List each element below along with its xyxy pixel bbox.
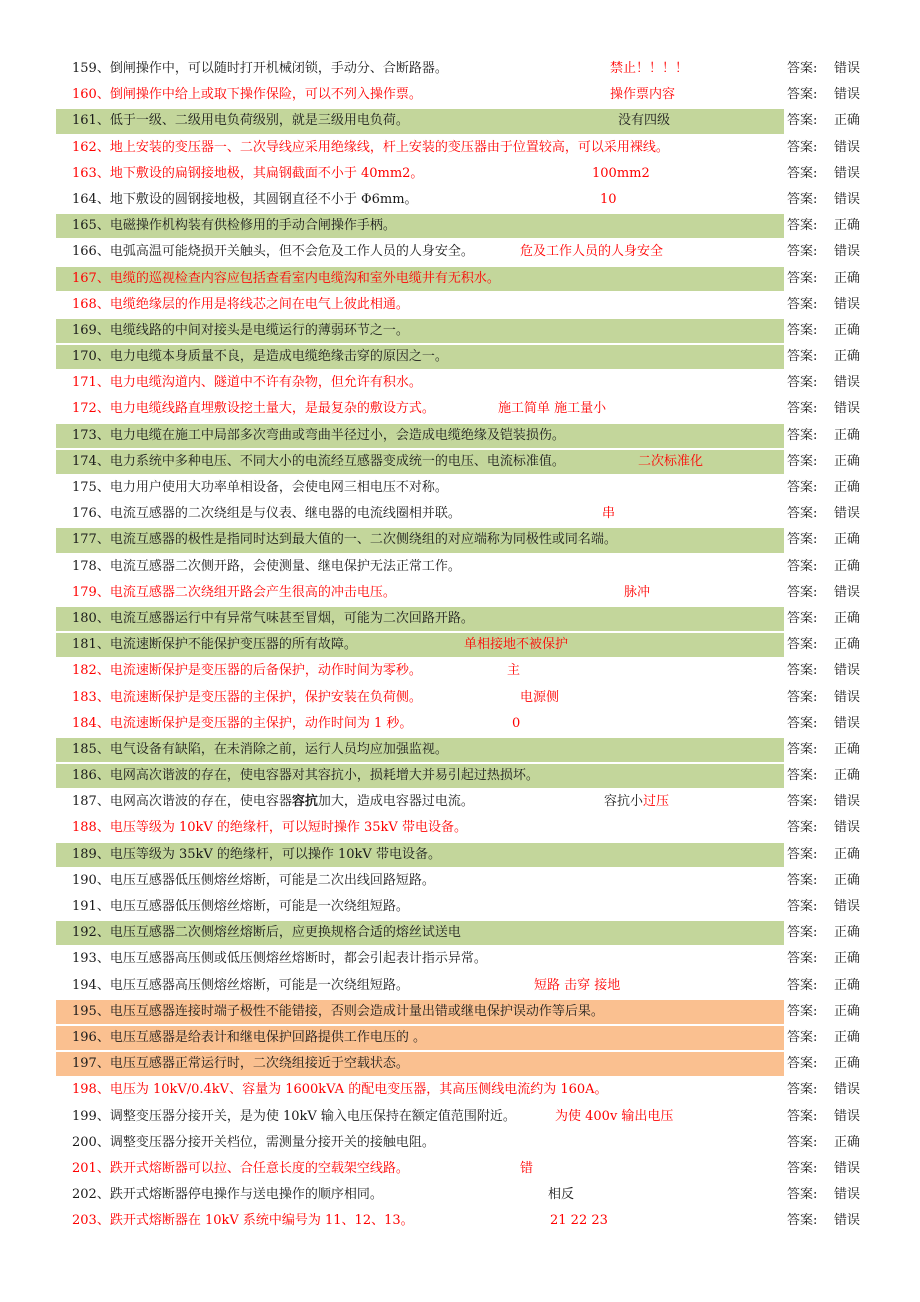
annotation-note: 操作票内容: [610, 87, 676, 103]
question-text: 159、倒闸操作中，可以随时打开机械闭锁，手动分、合断路器。: [72, 61, 448, 76]
answer-label: 答案:: [787, 610, 818, 626]
answer-value: 错误: [834, 139, 861, 155]
question-text: 188、电压等级为 10kV 的绝缘杆，可以短时操作 35kV 带电设备。: [72, 820, 467, 836]
question-text: 180、电流互感器运行中有异常气味甚至冒烟，可能为二次回路开路。: [72, 610, 474, 626]
answer-label: 答案:: [787, 899, 818, 914]
question-text: 194、电压互感器高压侧熔丝熔断，可能是一次绕组短路。: [72, 977, 409, 993]
answer-value: 正确: [834, 349, 861, 365]
answer-label: 答案:: [787, 794, 818, 810]
answer-label: 答案:: [787, 453, 818, 469]
question-text: 166、电弧高温可能烧损开关触头，但不会危及工作人员的人身安全。: [72, 244, 474, 260]
question-text: 167、电缆的巡视检查内容应包括查看室内电缆沟和室外电缆井有无积水。: [72, 270, 500, 286]
question-row-159: [0, 56, 920, 82]
answer-label: 答案:: [787, 139, 818, 155]
question-row-172: [0, 396, 920, 422]
question-text: 177、电流互感器的极性是指同时达到最大值的一、二次侧绕组的对应端称为同极性或同名端。: [72, 532, 617, 548]
answer-label: 答案:: [787, 165, 818, 181]
annotation-note: 主: [507, 663, 521, 679]
question-row-202: [0, 1182, 920, 1208]
answer-value: 错误: [834, 794, 861, 810]
question-text: 179、电流互感器二次绕组开路会产生很高的冲击电压。: [72, 584, 396, 600]
answer-label: 答案:: [787, 61, 818, 76]
question-row-165: [0, 213, 920, 239]
answer-label: 答案:: [787, 768, 818, 784]
question-text-start: 187、电网高次谐波的存在，使电容器: [72, 794, 292, 810]
annotation-note: 二次标准化: [638, 453, 704, 469]
answer-label: 答案:: [787, 846, 818, 862]
answer-label: 答案:: [787, 191, 818, 207]
answer-label: 答案:: [787, 270, 818, 286]
question-text: 184、电流速断保护是变压器的主保护，动作时间为 1 秒。: [72, 715, 413, 731]
question-text: 173、电力电缆在施工中局部多次弯曲或弯曲半径过小，会造成电缆绝缘及铠装损伤。: [72, 427, 565, 443]
answer-value: 正确: [834, 925, 861, 941]
answer-label: 答案:: [787, 925, 818, 941]
question-row-184: [0, 711, 920, 737]
answer-label: 答案:: [787, 1003, 818, 1019]
question-text: 172、电力电缆线路直埋敷设挖土量大，是最复杂的敷设方式。: [72, 401, 435, 417]
question-text: 163、地下敷设的扁钢接地极，其扁钢截面不小于 40mm2。: [72, 165, 424, 181]
annotation-note: 危及工作人员的人身安全: [520, 244, 664, 260]
answer-label: 答案:: [787, 87, 818, 103]
question-row-164: [0, 187, 920, 213]
annotation-note-black: 容抗小: [604, 794, 644, 810]
answer-value: 错误: [834, 506, 861, 522]
question-row-203: [0, 1208, 920, 1234]
answer-label: 答案:: [787, 322, 818, 338]
question-text: 201、跌开式熔断器可以拉、合任意长度的空载架空线路。: [72, 1160, 409, 1176]
question-row-177: [0, 527, 920, 553]
answer-value: 正确: [834, 113, 861, 129]
answer-value: 正确: [834, 872, 861, 888]
question-text: 183、电流速断保护是变压器的主保护，保护安装在负荷侧。: [72, 689, 422, 705]
answer-value: 错误: [834, 1082, 861, 1098]
question-row-169: [0, 318, 920, 344]
answer-value: 错误: [834, 1108, 861, 1124]
question-text: 182、电流速断保护是变压器的后备保护，动作时间为零秒。: [72, 663, 422, 679]
question-row-163: [0, 161, 920, 187]
answer-value: 正确: [834, 768, 861, 784]
answer-label: 答案:: [787, 663, 818, 679]
annotation-note: 错: [520, 1160, 534, 1176]
answer-value: 错误: [834, 244, 861, 260]
question-text: 164、地下敷设的圆钢接地极，其圆钢直径不小于 Φ6mm。: [72, 191, 418, 207]
question-text: 202、跌开式熔断器停电操作与送电操作的顺序相同。: [72, 1187, 383, 1203]
annotation-note: 21 22 23: [550, 1213, 608, 1229]
answer-label: 答案:: [787, 113, 818, 129]
question-row-186: [0, 763, 920, 789]
question-row-185: [0, 737, 920, 763]
answer-label: 答案:: [787, 558, 818, 574]
answer-label: 答案:: [787, 872, 818, 888]
annotation-note: 施工简单 施工量小: [498, 401, 607, 417]
answer-value: 错误: [834, 899, 861, 914]
annotation-note: 单相接地不被保护: [464, 637, 569, 653]
question-text: 170、电力电缆本身质量不良，是造成电缆绝缘击穿的原因之一。: [72, 349, 448, 365]
question-text: 189、电压等级为 35kV 的绝缘杆，可以操作 10kV 带电设备。: [72, 846, 441, 862]
answer-label: 答案:: [787, 637, 818, 653]
answer-label: 答案:: [787, 715, 818, 731]
answer-value: 正确: [834, 1056, 861, 1072]
question-row-188: [0, 815, 920, 841]
answer-value: 错误: [834, 87, 861, 103]
question-text: 181、电流速断保护不能保护变压器的所有故障。: [72, 637, 357, 653]
question-row-160: [0, 82, 920, 108]
question-text: 165、电磁操作机构装有供检修用的手动合闸操作手柄。: [72, 218, 396, 234]
question-text: 160、倒闸操作中给上或取下操作保险，可以不列入操作票。: [72, 87, 422, 103]
annotation-note: 相反: [548, 1187, 575, 1203]
question-list: [0, 56, 920, 1234]
answer-value: 正确: [834, 453, 861, 469]
question-row-183: [0, 685, 920, 711]
annotation-note: 电源侧: [520, 689, 560, 705]
question-row-174: [0, 449, 920, 475]
answer-value: 正确: [834, 846, 861, 862]
answer-value: 正确: [834, 741, 861, 757]
answer-value: 正确: [834, 637, 861, 653]
answer-value: 正确: [834, 480, 861, 495]
question-row-178: [0, 554, 920, 580]
question-row-171: [0, 370, 920, 396]
answer-value: 正确: [834, 951, 861, 967]
question-text: 185、电气设备有缺陷，在未消除之前，运行人员均应加强监视。: [72, 741, 448, 757]
question-row-195: [0, 999, 920, 1025]
annotation-note: 0: [512, 715, 521, 731]
question-row-190: [0, 868, 920, 894]
answer-value: 正确: [834, 322, 861, 338]
question-text: 197、电压互感器正常运行时，二次绕组接近于空载状态。: [72, 1056, 409, 1072]
answer-label: 答案:: [787, 1108, 818, 1124]
answer-value: 错误: [834, 375, 861, 391]
answer-label: 答案:: [787, 1160, 818, 1176]
question-text: 190、电压互感器低压侧熔丝熔断，可能是二次出线回路短路。: [72, 872, 435, 888]
question-text: 186、电网高次谐波的存在，使电容器对其容抗小，损耗增大并易引起过热损坏。: [72, 768, 539, 784]
question-text: 192、电压互感器二次侧熔丝熔断后，应更换规格合适的熔丝试送电: [72, 925, 461, 941]
question-text: 198、电压为 10kV/0.4kV、容量为 1600kVA 的配电变压器，其高压侧线电流约为 160A。: [72, 1082, 608, 1098]
answer-label: 答案:: [787, 1082, 818, 1098]
annotation-note: 过压: [643, 794, 670, 810]
question-row-170: [0, 344, 920, 370]
question-row-201: [0, 1156, 920, 1182]
answer-value: 错误: [834, 715, 861, 731]
annotation-note: 脉冲: [624, 584, 651, 600]
question-row-182: [0, 658, 920, 684]
answer-value: 错误: [834, 584, 861, 600]
answer-value: 正确: [834, 532, 861, 548]
question-row-199: [0, 1104, 920, 1130]
question-row-175: [0, 475, 920, 501]
answer-value: 错误: [834, 1160, 861, 1176]
annotation-note: 为使 400v 输出电压: [555, 1108, 674, 1124]
question-text-emphasis: 容抗: [291, 794, 318, 810]
answer-label: 答案:: [787, 1187, 818, 1203]
question-text: 161、低于一级、二级用电负荷级别，就是三级用电负荷。: [72, 113, 409, 129]
answer-value: 正确: [834, 218, 861, 234]
question-text-end: 加大，造成电容器过电流。: [317, 794, 474, 810]
answer-value: 错误: [834, 61, 861, 76]
answer-label: 答案:: [787, 349, 818, 365]
question-text: 162、地上安装的变压器一、二次导线应采用绝缘线，杆上安装的变压器由于位置较高，可以采用裸线。: [72, 139, 669, 155]
answer-value: 正确: [834, 610, 861, 626]
answer-value: 正确: [834, 977, 861, 993]
answer-value: 正确: [834, 1029, 861, 1045]
question-row-161: [0, 108, 920, 134]
question-row-192: [0, 920, 920, 946]
answer-label: 答案:: [787, 506, 818, 522]
answer-label: 答案:: [787, 375, 818, 391]
question-text: 191、电压互感器低压侧熔丝熔断，可能是一次绕组短路。: [72, 899, 409, 914]
question-row-194: [0, 973, 920, 999]
annotation-note: 10: [600, 191, 617, 207]
answer-value: 错误: [834, 820, 861, 836]
answer-label: 答案:: [787, 951, 818, 967]
answer-value: 错误: [834, 401, 861, 417]
answer-label: 答案:: [787, 427, 818, 443]
question-text: 203、跌开式熔断器在 10kV 系统中编号为 11、12、13。: [72, 1213, 414, 1229]
question-row-162: [0, 135, 920, 161]
question-text: 176、电流互感器的二次绕组是与仪表、继电器的电流线圈相并联。: [72, 506, 461, 522]
question-text: 168、电缆绝缘层的作用是将线芯之间在电气上彼此相通。: [72, 296, 409, 312]
question-row-200: [0, 1130, 920, 1156]
answer-value: 错误: [834, 689, 861, 705]
answer-label: 答案:: [787, 480, 818, 495]
answer-value: 错误: [834, 1187, 861, 1203]
question-text: 171、电力电缆沟道内、隧道中不许有杂物，但允许有积水。: [72, 375, 422, 391]
question-row-193: [0, 946, 920, 972]
question-row-166: [0, 239, 920, 265]
question-text: 200、调整变压器分接开关档位，需测量分接开关的接触电阻。: [72, 1134, 435, 1150]
answer-value: 正确: [834, 558, 861, 574]
question-row-173: [0, 423, 920, 449]
annotation-note: 短路 击穿 接地: [534, 977, 621, 993]
question-text: 174、电力系统中多种电压、不同大小的电流经互感器变成统一的电压、电流标准值。: [72, 453, 565, 469]
answer-value: 正确: [834, 427, 861, 443]
answer-label: 答案:: [787, 689, 818, 705]
answer-label: 答案:: [787, 741, 818, 757]
question-text: 178、电流互感器二次侧开路，会使测量、继电保护无法正常工作。: [72, 558, 461, 574]
question-row-197: [0, 1051, 920, 1077]
answer-label: 答案:: [787, 532, 818, 548]
answer-label: 答案:: [787, 296, 818, 312]
answer-value: 正确: [834, 1003, 861, 1019]
annotation-note: 100mm2: [592, 165, 650, 181]
answer-label: 答案:: [787, 1213, 818, 1229]
question-row-181: [0, 632, 920, 658]
question-row-189: [0, 842, 920, 868]
question-row-198: [0, 1077, 920, 1103]
question-row-167: [0, 266, 920, 292]
answer-value: 错误: [834, 296, 861, 312]
answer-label: 答案:: [787, 244, 818, 260]
question-row-187: [0, 789, 920, 815]
annotation-note: 没有四级: [618, 113, 671, 129]
answer-label: 答案:: [787, 584, 818, 600]
question-row-176: [0, 501, 920, 527]
question-row-191: [0, 894, 920, 920]
answer-value: 正确: [834, 1134, 861, 1150]
answer-label: 答案:: [787, 820, 818, 836]
answer-label: 答案:: [787, 218, 818, 234]
question-text: 196、电压互感器是给表计和继电保护回路提供工作电压的 。: [72, 1029, 426, 1045]
answer-value: 错误: [834, 663, 861, 679]
answer-label: 答案:: [787, 1056, 818, 1072]
question-row-180: [0, 606, 920, 632]
answer-value: 错误: [834, 191, 861, 207]
question-text: 193、电压互感器高压侧或低压侧熔丝熔断时，都会引起表计指示异常。: [72, 951, 487, 967]
question-text: 195、电压互感器连接时端子极性不能错接，否则会造成计量出错或继电保护误动作等后果。: [72, 1003, 604, 1019]
answer-value: 正确: [834, 270, 861, 286]
question-text: [72, 789, 474, 815]
annotation-note: 禁止！！！！: [610, 61, 689, 76]
question-text: 199、调整变压器分接开关，是为使 10kV 输入电压保持在额定值范围附近。: [72, 1108, 516, 1124]
question-row-179: [0, 580, 920, 606]
question-row-196: [0, 1025, 920, 1051]
question-text: 175、电力用户使用大功率单相设备，会使电网三相电压不对称。: [72, 480, 448, 495]
answer-label: 答案:: [787, 977, 818, 993]
question-row-168: [0, 292, 920, 318]
answer-label: 答案:: [787, 1134, 818, 1150]
answer-label: 答案:: [787, 1029, 818, 1045]
annotation-note: 串: [602, 506, 616, 522]
question-text: 169、电缆线路的中间对接头是电缆运行的薄弱环节之一。: [72, 322, 409, 338]
answer-value: 错误: [834, 1213, 861, 1229]
answer-label: 答案:: [787, 401, 818, 417]
answer-value: 错误: [834, 165, 861, 181]
